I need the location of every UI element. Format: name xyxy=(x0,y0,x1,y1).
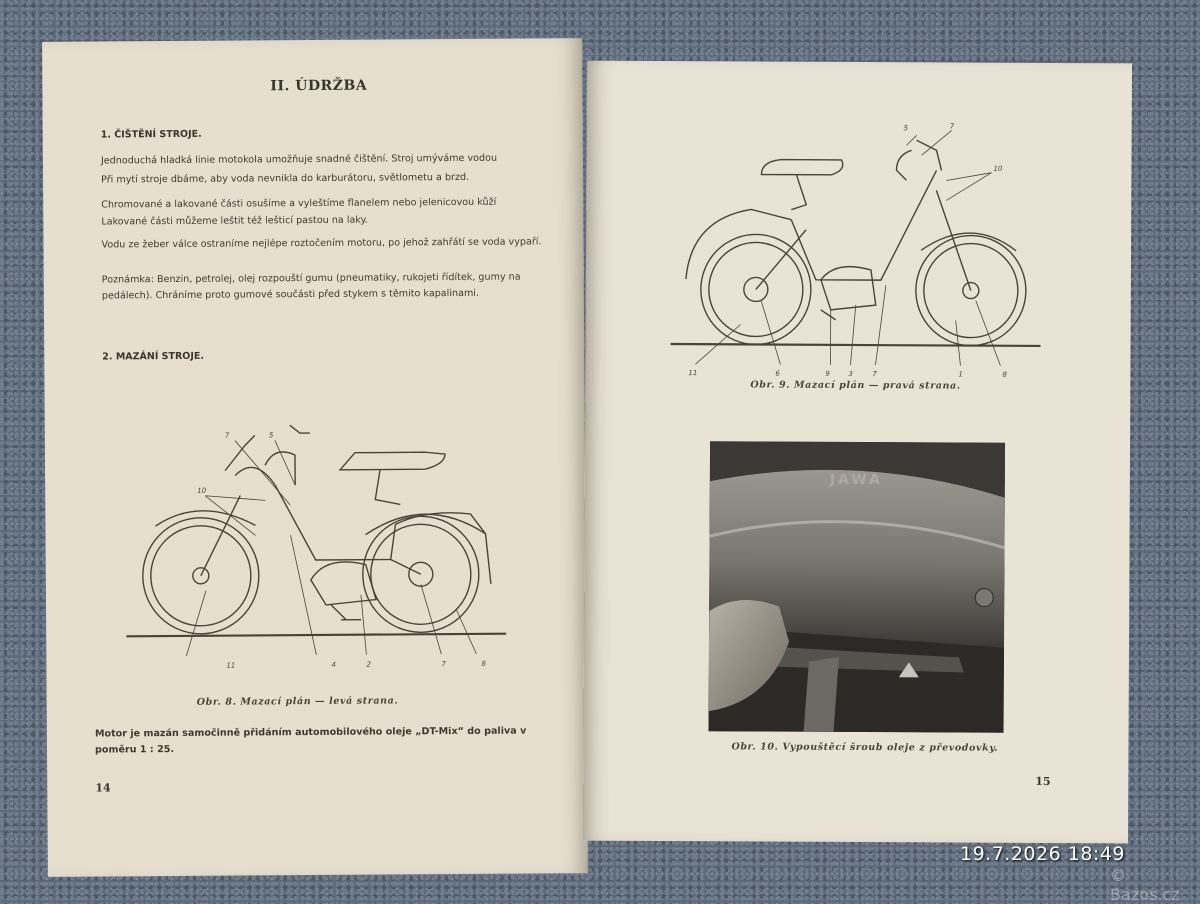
page-number-left: 14 xyxy=(95,781,110,794)
callout-r-8: 8 xyxy=(1002,371,1007,379)
callout-r-9: 9 xyxy=(825,370,830,378)
callout-5: 5 xyxy=(269,431,274,439)
callout-r-10: 10 xyxy=(993,165,1002,173)
chapter-title: II. ÚDRŽBA xyxy=(270,78,367,95)
callout-r-11: 11 xyxy=(688,369,697,377)
callout-r-5: 5 xyxy=(904,124,909,132)
paragraph-note: Poznámka: Benzin, petrolej, olej rozpouští gumu (pneumatiky, rukojeti řídítek, gumy na pedálech). Chráníme proto gumové součásti před stykem s těmito kapalinami. xyxy=(102,269,542,304)
callout-r-3: 3 xyxy=(848,370,853,378)
paragraph-5: Vodu ze žeber válce ostraníme nejlépe roztočením motoru, po jehož zahřátí se voda vypaří. xyxy=(101,234,541,253)
figure-9-caption: Obr. 9. Mazací plán — pravá strana. xyxy=(750,379,960,391)
callout-2: 2 xyxy=(366,661,371,669)
section-heading-cleaning: 1. ČIŠTĚNÍ STROJE. xyxy=(101,129,202,141)
callout-11: 11 xyxy=(226,662,235,670)
figure-8-caption: Obr. 8. Mazací plán — levá strana. xyxy=(197,695,399,707)
site-watermark: © Bazos.cz xyxy=(1110,866,1200,904)
callout-7b: 7 xyxy=(441,660,446,668)
left-page xyxy=(42,38,588,877)
photo-illustration xyxy=(709,441,1006,733)
callout-r-7: 7 xyxy=(950,122,955,130)
figure-10-caption: Obr. 10. Vypouštěcí šroub oleje z převodovky. xyxy=(731,741,998,753)
motor-note: Motor je mazán samočinně přidáním automobilového oleje „DT-Mix“ do paliva v poměru 1 : 25. xyxy=(95,723,545,758)
callout-4: 4 xyxy=(331,661,336,669)
paragraph-3: Chromované a lakované části osušíme a vyleštíme flanelem nebo jelenicovou kůží xyxy=(101,194,541,213)
callout-r-1: 1 xyxy=(958,371,963,379)
photo-brand-text: JAWA xyxy=(829,472,883,488)
callout-r-7b: 7 xyxy=(872,370,877,378)
paragraph-4: Lakované části můžeme leštit též lešticí pastou na laky. xyxy=(101,211,541,230)
callout-r-6: 6 xyxy=(775,370,780,378)
gearbox-drain-photo xyxy=(709,441,1006,733)
photo-timestamp: 19.7.2026 18:49 xyxy=(960,843,1125,865)
callout-10: 10 xyxy=(197,487,207,495)
callout-7: 7 xyxy=(225,432,230,440)
section-heading-lubrication: 2. MAZÁNÍ STROJE. xyxy=(102,351,204,363)
scooter-diagram-right xyxy=(670,109,1041,381)
callout-8: 8 xyxy=(481,660,486,668)
page-number-right: 15 xyxy=(1035,775,1050,788)
paragraph-2: Při mytí stroje dbáme, aby voda nevnikla do karburátoru, světlometu a brzd. xyxy=(101,169,541,188)
right-page xyxy=(583,61,1132,844)
scooter-diagram-left xyxy=(124,384,506,687)
paragraph-1: Jednoduchá hladká linie motokola umožňuje snadné čištění. Stroj umýváme vodou xyxy=(101,150,541,169)
